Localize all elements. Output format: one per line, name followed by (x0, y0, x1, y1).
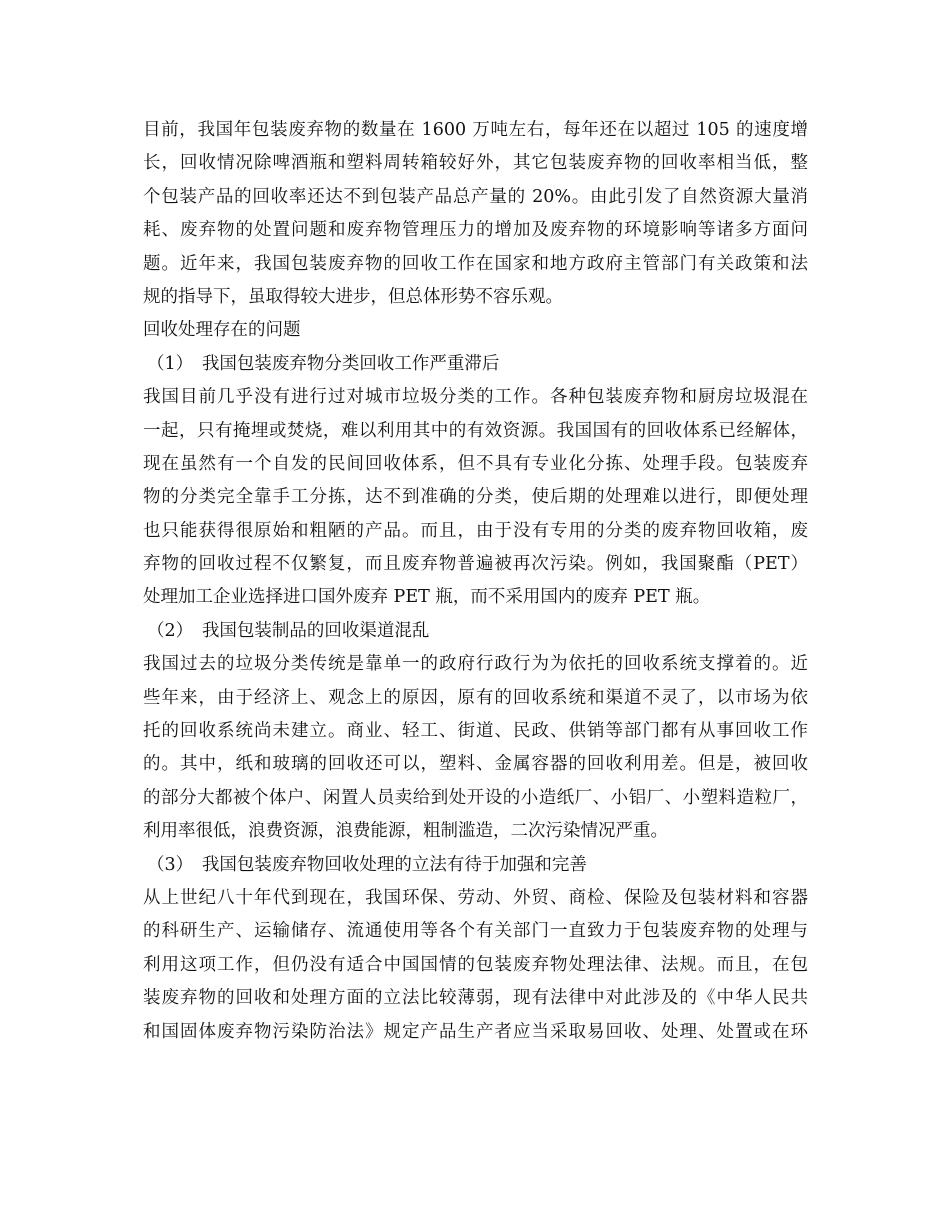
paragraph-line: 的。其中，纸和玻璃的回收还可以，塑料、金属容器的回收利用差。但是，被回收 (143, 754, 808, 775)
paragraph-line: 目前，我国年包装废弃物的数量在 1600 万吨左右，每年还在以超过 105 的速度增 (143, 120, 808, 140)
paragraph-line: 个包装产品的回收率还达不到包装产品总产量的 20%。由此引发了自然资源大量消 (143, 186, 808, 207)
paragraph-line: 利用率很低，浪费资源，浪费能源，粗制滥造，二次污染情况严重。 (143, 821, 668, 842)
paragraph-line: 长，回收情况除啤酒瓶和塑料周转箱较好外，其它包装废弃物的回收率相当低，整 (143, 153, 808, 174)
paragraph-line: 处理加工企业选择进口国外废弃 PET 瓶，而不采用国内的废弃 PET 瓶。 (143, 587, 711, 608)
section-heading: 回收处理存在的问题 (143, 320, 301, 341)
paragraph-line: 规的指导下，虽取得较大进步，但总体形势不容乐观。 (143, 286, 563, 307)
paragraph-line: 现在虽然有一个自发的民间回收体系，但不具有专业化分拣、处理手段。包装废弃 (143, 453, 808, 474)
item-heading-1: （1） 我国包装废弃物分类回收工作严重滞后 (147, 353, 500, 374)
paragraph-line: 耗、废弃物的处置问题和废弃物管理压力的增加及废弃物的环境影响等诸多方面问 (143, 220, 808, 241)
paragraph-line: 些年来，由于经济上、观念上的原因，原有的回收系统和渠道不灵了，以市场为依 (143, 687, 808, 708)
paragraph-line: 托的回收系统尚未建立。商业、轻工、街道、民政、供销等部门都有从事回收工作 (143, 721, 808, 742)
paragraph-line: 题。近年来，我国包装废弃物的回收工作在国家和地方政府主管部门有关政策和法 (143, 253, 808, 274)
document-body (143, 114, 808, 1049)
paragraph-line: 的部分大都被个体户、闲置人员卖给到处开设的小造纸厂、小铝厂、小塑料造粒厂， (143, 787, 808, 808)
paragraph-line: 的科研生产、运输储存、流通使用等各个有关部门一直致力于包装废弃物的处理与 (143, 921, 808, 942)
paragraph-line: 装废弃物的回收和处理方面的立法比较薄弱，现有法律中对此涉及的《中华人民共 (143, 988, 808, 1009)
paragraph-line: 从上世纪八十年代到现在，我国环保、劳动、外贸、商检、保险及包装材料和容器 (143, 887, 808, 908)
paragraph-line: 弃物的回收过程不仅繁复，而且废弃物普遍被再次污染。例如，我国聚酯（PET） (143, 554, 808, 575)
paragraph-line: 也只能获得很原始和粗陋的产品。而且，由于没有专用的分类的废弃物回收箱，废 (143, 520, 808, 541)
paragraph-line: 一起，只有掩埋或焚烧，难以利用其中的有效资源。我国国有的回收体系已经解体， (143, 420, 808, 441)
paragraph-line: 物的分类完全靠手工分拣，达不到准确的分类，使后期的处理难以进行，即便处理 (143, 487, 808, 508)
item-heading-2: （2） 我国包装制品的回收渠道混乱 (147, 620, 430, 641)
item-heading-3: （3） 我国包装废弃物回收处理的立法有待于加强和完善 (147, 854, 587, 875)
paragraph-line: 我国过去的垃圾分类传统是靠单一的政府行政行为为依托的回收系统支撑着的。近 (143, 654, 808, 675)
paragraph-line: 利用这项工作，但仍没有适合中国国情的包装废弃物处理法律、法规。而且，在包 (143, 954, 808, 975)
paragraph-line: 和国固体废弃物污染防治法》规定产品生产者应当采取易回收、处理、处置或在环 (143, 1021, 808, 1042)
paragraph-line: 我国目前几乎没有进行过对城市垃圾分类的工作。各种包装废弃物和厨房垃圾混在 (143, 387, 808, 408)
